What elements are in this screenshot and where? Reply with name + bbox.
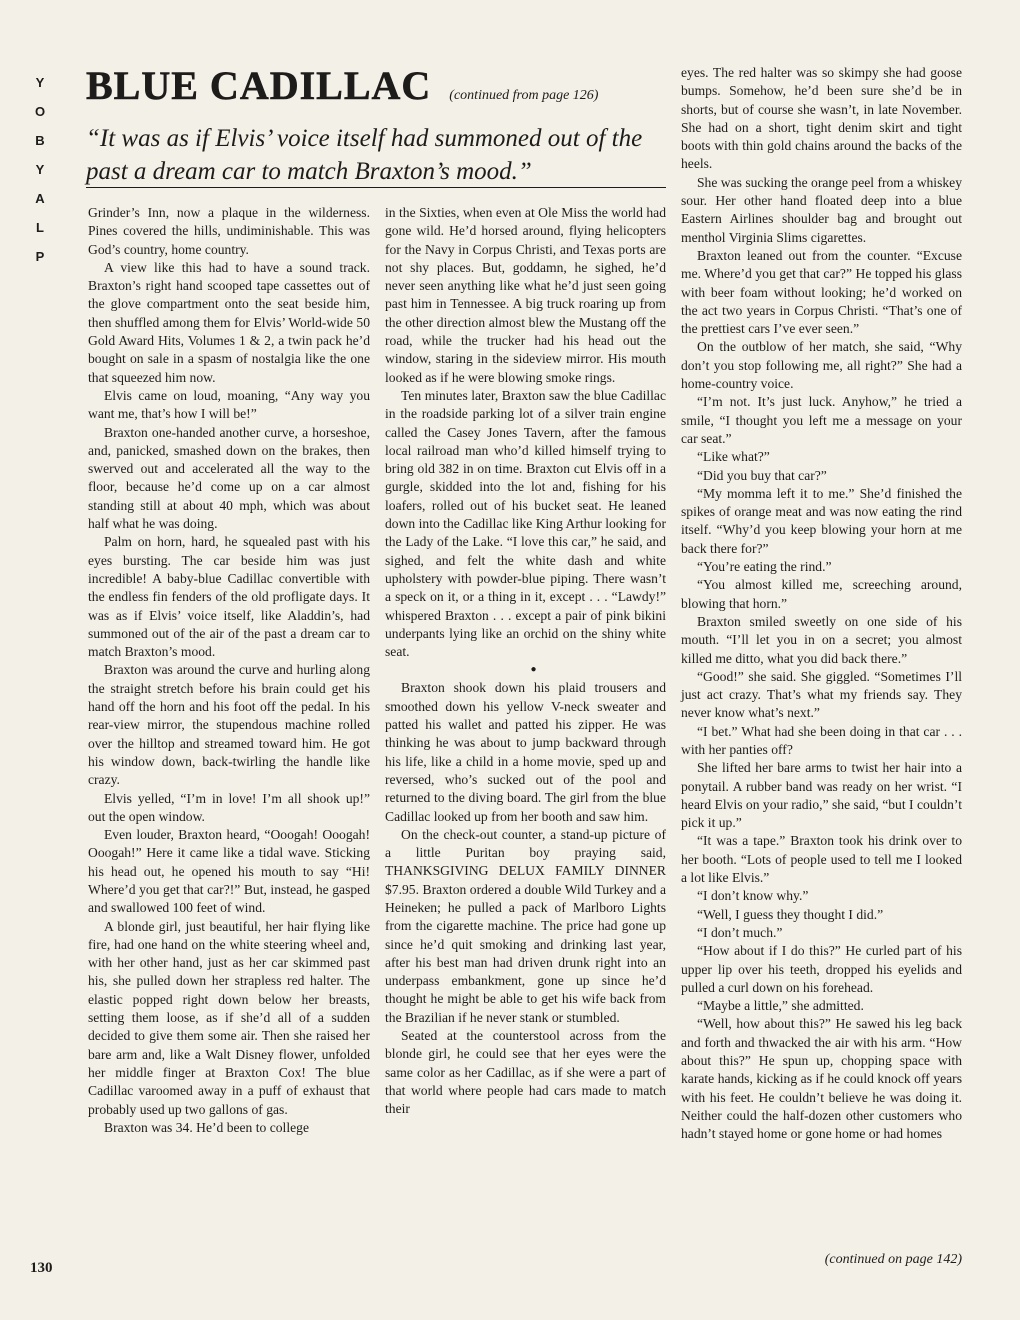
paragraph: Braxton was 34. He’d been to college	[104, 1119, 309, 1135]
brand-letter: P	[35, 249, 45, 264]
paragraph: in the Sixties, when even at Ole Miss the world had gone wild. He’d horsed around, flying helicopters for the Navy in Corpus Christi, and Texas ports are not shy places. But, goddamn, he sighed, he’d never seen anything like what he’d just seen going past him in Tennessee. A big truck roaring up from the other direction almost blew the Mustang off the road, while the trucker had his head out the window, staring in the sideview mirror. His mouth looked as if he were blowing smoke rings.	[385, 205, 666, 385]
brand-letter: O	[34, 104, 46, 119]
paragraph: “I’m not. It’s just luck. Anyhow,” he tried a smile, “I thought you left me a message on your car seat.”	[681, 394, 962, 446]
paragraph: On the check-out counter, a stand-up picture of a little Puritan boy praying said, THANKSGIVING DELUX FAMILY DINNER $7.95. Braxton ordered a double Wild Turkey and a Heineken; he pulled a pack of Marlboro Lights from the cigarette machine. The price had gone up since he’d quit smoking and drinking last year, after his best man had driven drunk right into an underpass embankment, gone up since he’d thought he might be able to get his wife back from the Brazilian if he never stank or stumbled.	[385, 826, 666, 1025]
continued-to-note: (continued on page 142)	[824, 1252, 962, 1267]
brand-letter: Y	[35, 162, 45, 177]
paragraph: Braxton was around the curve and hurling along the straight stretch before his brain could get his hand off the horn and his foot off the pedal. In his rear-view mirror, the stupendous machine rolled over the hilltop and streamed toward him. He got his window down, back-twirling the handle like crazy.	[88, 662, 370, 788]
paragraph: Elvis came on loud, moaning, “Any way you want me, that’s how I will be!”	[88, 387, 370, 422]
continued-from-note: (continued from page 126)	[449, 88, 599, 103]
paragraph: “It was a tape.” Braxton took his drink over to her booth. “Lots of people used to tell me I looked a lot like Elvis.”	[681, 833, 962, 886]
text-column-1	[88, 204, 370, 1137]
paragraph: “My momma left it to me.” She’d finished the spikes of orange meat and was now eating the rind itself. “Why’d you keep blowing your horn at me back there for?”	[681, 485, 962, 556]
brand-letter: L	[36, 220, 44, 235]
paragraph: Seated at the counterstool across from the blonde girl, he could see that her eyes were the same color as her Cadillac, as if she were a part of that world where people had cars made to match their	[385, 1028, 666, 1117]
paragraph: A view like this had to have a sound track. Braxton’s right hand scooped tape cassettes out of the glove compartment onto the seat beside him, then shuffled among them for Elvis’ World-wide 50 Gold Award Hits, Volumes 1 & 2, a twin pack he’d bought on sale in a spasm of nostalgia like the one that squeezed him now.	[88, 259, 370, 385]
paragraph: “How about if I do this?” He curled part of his upper lip over his teeth, dropped his eyelids and pulled a curl down on his forehead.	[681, 943, 962, 995]
page-number: 130	[30, 1260, 53, 1276]
section-break-bullet: ●	[530, 664, 537, 676]
paragraph: On the outblow of her match, she said, “Why don’t you stop following me, all right?” She had a home-country voice.	[681, 339, 962, 392]
brand-letter: A	[35, 191, 45, 206]
brand-letter: Y	[35, 75, 45, 90]
paragraph: Braxton leaned out from the counter. “Excuse me. Where’d you get that car?” He topped his glass with beer foam without looking; he’d worked on the act two years in Corpus Christi. “That’s one of the prettiest cars I’ve ever seen.”	[681, 247, 962, 337]
paragraph: “Well, how about this?” He sawed his leg back and forth and thwacked the air with his arm. “How about this?” He spun up, chopping space with karate hands, kicking as if he could knock off years with his feet. He couldn’t believe he was doing it. Neither could the half-dozen other customers who hadn’t stayed home or gone home or had homes	[681, 1016, 962, 1142]
paragraph: “I don’t much.”	[697, 924, 783, 940]
paragraph: Braxton shook down his plaid trousers and smoothed down his yellow V-neck sweater and patted his wallet and patted his zipper. He was thinking he was about to jump backward through his life, like a child in a home movie, sped up and reversed, who’s sucked out of the pool and returned to the diving board. The girl from the blue Cadillac looked up from her booth and saw him.	[385, 680, 666, 824]
pull-quote: “It was as if Elvis’ voice itself had summoned out of the past a dream car to match Braxton’s mood.”	[86, 125, 643, 185]
paragraph: “Did you buy that car?”	[697, 467, 827, 483]
paragraph: “I bet.” What had she been doing in that car . . . with her panties off?	[681, 723, 962, 757]
paragraph: Grinder’s Inn, now a plaque in the wilderness. Pines covered the hills, undiminishable. This was God’s country, home country.	[88, 205, 370, 257]
brand-letter: B	[35, 133, 45, 148]
paragraph: Ten minutes later, Braxton saw the blue Cadillac in the roadside parking lot of a silver train engine called the Casey Jones Tavern, after the famous local railroad man who’d killed himself trying to bring old 382 in on time. Braxton cut Elvis off in a gurgle, skidded into the lot and, fishing for his loafers, rolled out of his bucket seat. He leaned down into the Cadillac like King Arthur looking for the Lady of the Lake. “I love this car,” he said, and sighed, and felt the white dash and white upholstery with powder-blue piping. There wasn’t a speck on it, or a thing in it, except . . . “Lawdy!” whispered Braxton . . . except a pair of pink bikini underpants lying like an orchid on the shiny white seat.	[385, 387, 666, 660]
title-row	[86, 64, 666, 108]
paragraph: “I don’t know why.”	[697, 888, 809, 904]
article-title: BLUE CADILLAC	[86, 63, 432, 108]
header-rule	[86, 187, 666, 188]
paragraph: “You’re eating the rind.”	[697, 559, 832, 575]
paragraph: “Well, I guess they thought I did.”	[697, 906, 884, 922]
paragraph: Braxton one-handed another curve, a horseshoe, and, panicked, smashed down on the brakes, then swerved out and accelerated all the way to the floor, because he’d come up on a car almost standing still at about 40 mph, which was about half what he was doing.	[88, 424, 370, 532]
paragraph: Palm on horn, hard, he squealed past with his eyes bursting. The car beside him was just incredible! A baby-blue Cadillac convertible with the endless fin fenders of the old profligate days. It was as if Elvis’ voice itself, like Aladdin’s, had summoned out of the air of the past a dream car to match Braxton’s mood.	[88, 534, 370, 660]
paragraph: “Good!” she said. She giggled. “Sometimes I’ll just act crazy. That’s what my friends say. They never know what’s next.”	[681, 668, 962, 721]
paragraph: She was sucking the orange peel from a whiskey sour. Her other hand floated deep into a blue Eastern Airlines shoulder bag and brought out menthol Virginia Slims cigarettes.	[681, 174, 963, 245]
paragraph: “Maybe a little,” she admitted.	[697, 998, 864, 1014]
paragraph: She lifted her bare arms to twist her hair into a ponytail. A rubber band was ready on her wrist. “I heard Elvis on your radio,” she said, “but I couldn’t pick it up.”	[681, 760, 962, 831]
paragraph: Elvis yelled, “I’m in love! I’m all shook up!” out the open window.	[88, 790, 370, 824]
text-column-2	[385, 204, 666, 1119]
text-column-3	[681, 64, 962, 1144]
paragraph: Braxton smiled sweetly on one side of his mouth. “I’ll let you in on a secret; you almost killed me ditto, what you did back there.”	[681, 613, 962, 666]
paragraph: “You almost killed me, screeching around, blowing that horn.”	[681, 577, 962, 611]
paragraph: Even louder, Braxton heard, “Ooogah! Ooogah! Ooogah!” Here it came like a tidal wave. Sticking his head out, he opened his mouth to say “Hi! Where’d you get that car?!” But, instead, he gasped and swallowed 100 feet of wind.	[88, 827, 370, 916]
article-header	[86, 64, 666, 188]
paragraph: eyes. The red halter was so skimpy she had goose bumps. Somehow, he’d been sure she’d be in shorts, but of course she wasn’t, in late November. She had on a short, tight denim skirt and tight boots with thin gold chains around the backs of the heels.	[681, 65, 962, 172]
paragraph: “Like what?”	[697, 449, 770, 465]
magazine-side-brand	[30, 68, 50, 271]
paragraph: A blonde girl, just beautiful, her hair flying like fire, had one hand on the white steering wheel and, with her other hand, just as her car skimmed past his, she pulled down her strapless red halter. The elastic popped right down below her breasts, setting them loose, as if she’d all of a sudden decided to give them some air. Then she raised her bare arm and, like a Walt Disney flower, unfolded her middle finger at Braxton Cox! The blue Cadillac varoomed away in a puff of exhaust that probably used up two gallons of gas.	[88, 918, 370, 1117]
